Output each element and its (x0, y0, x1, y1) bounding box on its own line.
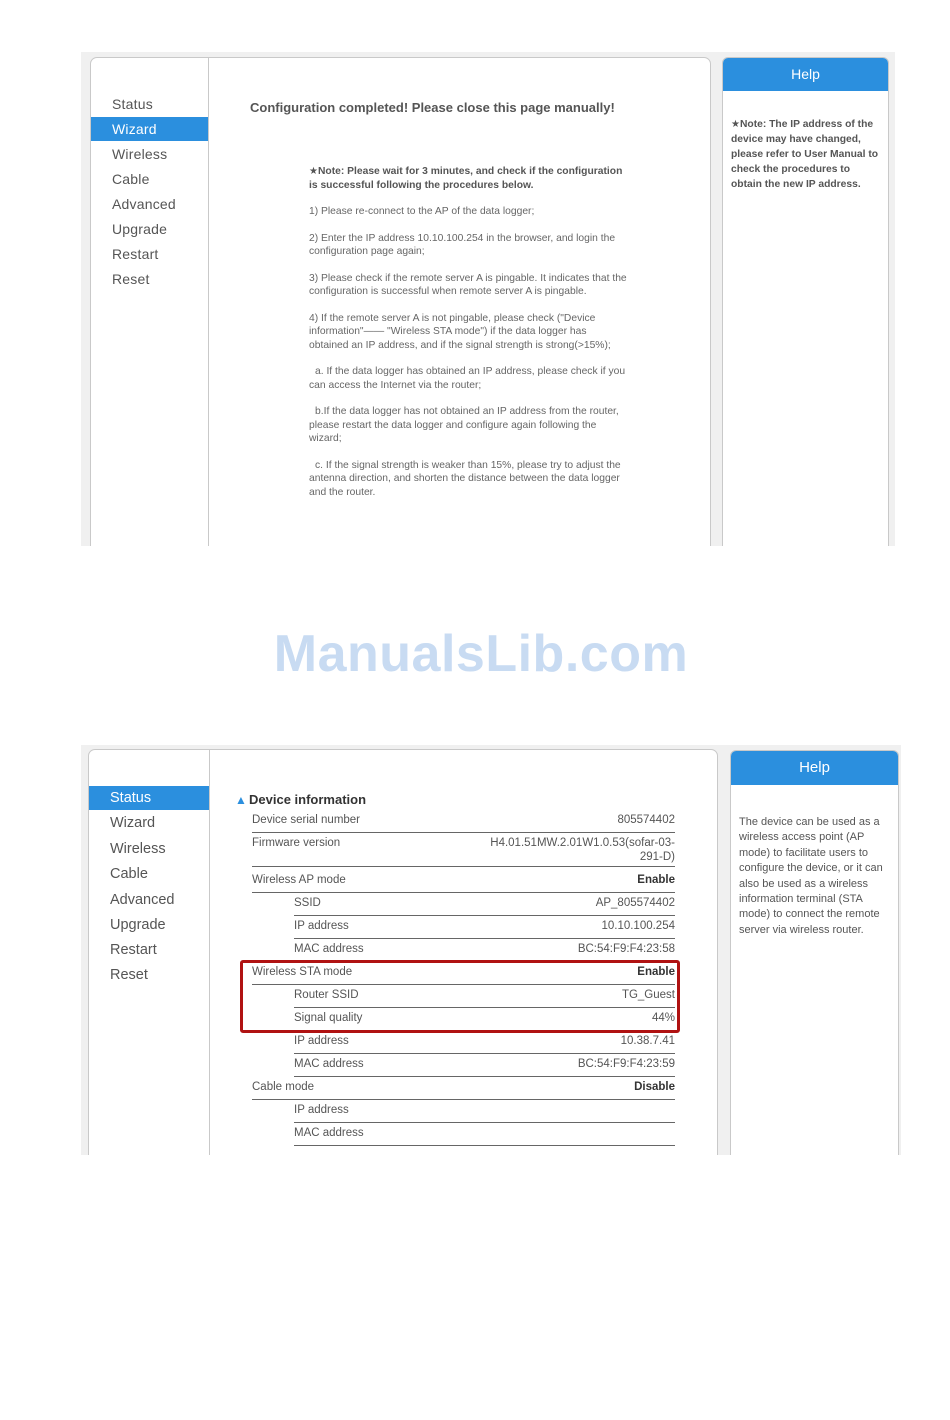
main-panel (90, 57, 711, 546)
row-ap-ip (294, 916, 675, 939)
sidebar-item-restart[interactable]: Restart (110, 942, 157, 958)
sidebar-item-wireless[interactable]: Wireless (110, 841, 166, 857)
step-4: 4) If the remote server A is not pingable, please check ("Device information"—— "Wireless STA mode") if the data logger has obtained an IP address, and if the signal strength is strong(>15%); (309, 312, 611, 351)
row-sta-mode (252, 962, 675, 985)
row-signal-quality (294, 1008, 675, 1031)
sidebar-item-wireless[interactable]: Wireless (112, 146, 168, 162)
row-value: H4.01.51MW.2.01W1.0.53(sofar-03-291-D) (490, 837, 675, 863)
row-device-serial (252, 810, 675, 833)
help-text (731, 117, 881, 192)
watermark: ManualsLib.com (273, 625, 689, 683)
row-value: 44% (651, 1012, 675, 1024)
sidebar-item-wizard[interactable]: Wizard (110, 815, 156, 831)
row-sta-mac (294, 1054, 675, 1077)
row-label: Router SSID (294, 989, 359, 1001)
sidebar-nav (91, 58, 209, 546)
star-icon: ★ (731, 119, 740, 130)
row-cable-mode (252, 1077, 675, 1100)
row-ap-mode (252, 870, 675, 893)
row-label: Device serial number (252, 814, 361, 826)
row-label: Wireless STA mode (252, 966, 353, 978)
row-label: MAC address (294, 943, 364, 955)
help-header: Help (723, 58, 888, 91)
device-info-header[interactable] (235, 792, 366, 807)
sidebar-item-advanced[interactable]: Advanced (112, 196, 176, 212)
help-panel (730, 750, 899, 1155)
row-firmware (252, 833, 675, 867)
sidebar-item-advanced[interactable]: Advanced (110, 892, 175, 908)
instructions (309, 165, 627, 512)
sidebar-item-reset[interactable]: Reset (112, 271, 150, 287)
step-1: 1) Please re-connect to the AP of the data logger; (309, 206, 535, 217)
help-text: The device can be used as a wireless access point (AP mode) to facilitate users to configure the device, or it can also be used as a wireless information terminal (STA mode) to connect the remote server via wireless router. (739, 816, 883, 936)
row-label: IP address (294, 1104, 349, 1116)
note-paragraph (309, 165, 627, 192)
sidebar-item-cable[interactable]: Cable (110, 866, 148, 882)
sidebar-item-status[interactable]: Status (112, 96, 153, 112)
row-label: Wireless AP mode (252, 874, 346, 886)
main-panel (88, 749, 718, 1155)
row-value: 10.38.7.41 (620, 1035, 675, 1047)
chevron-up-icon: ▲ (235, 793, 247, 807)
row-label: MAC address (294, 1127, 364, 1139)
sidebar-item-status[interactable]: Status (89, 786, 209, 810)
wizard-complete-screenshot (81, 52, 895, 546)
content-area (209, 58, 710, 546)
row-ap-mac (294, 939, 675, 962)
row-label: Firmware version (252, 837, 341, 849)
row-label: IP address (294, 920, 349, 932)
row-value: Enable (637, 966, 675, 978)
row-value: BC:54:F9:F4:23:58 (577, 943, 675, 955)
step-2: 2) Enter the IP address 10.10.100.254 in the browser, and login the configuration page again; (309, 232, 616, 257)
row-value: 805574402 (617, 814, 675, 826)
sidebar-nav (89, 750, 210, 1155)
sidebar-item-cable[interactable]: Cable (112, 171, 150, 187)
row-value: AP_805574402 (595, 897, 675, 909)
row-value: TG_Guest (621, 989, 675, 1001)
row-label: Cable mode (252, 1081, 315, 1093)
row-cable-mac (294, 1123, 675, 1146)
sidebar-item-reset[interactable]: Reset (110, 967, 148, 983)
page-title: Configuration completed! Please close this page manually! (250, 100, 615, 115)
sidebar-item-upgrade[interactable]: Upgrade (110, 917, 166, 933)
step-4a: a. If the data logger has obtained an IP address, please check if you can access the Internet via the router; (309, 366, 626, 391)
help-note: Note: The IP address of the device may have changed, please refer to User Manual to check the procedures to obtain the new IP address. (731, 119, 879, 190)
sidebar-item-restart[interactable]: Restart (112, 246, 159, 262)
star-icon: ★ (309, 166, 318, 177)
step-3: 3) Please check if the remote server A is pingable. It indicates that the configuration is successful when remote server A is pingable. (309, 272, 627, 297)
row-sta-ip (294, 1031, 675, 1054)
row-value: 10.10.100.254 (601, 920, 675, 932)
sidebar-item-upgrade[interactable]: Upgrade (112, 221, 168, 237)
help-header: Help (731, 751, 898, 785)
row-label: SSID (294, 897, 321, 909)
note-text: Note: Please wait for 3 minutes, and check if the configuration is successful following the procedures below. (309, 166, 623, 191)
step-4b: b.If the data logger has not obtained an IP address from the router, please restart the data logger and configure again following the wizard; (309, 406, 619, 444)
row-cable-ip (294, 1100, 675, 1123)
row-ap-ssid (294, 893, 675, 916)
step-4c: c. If the signal strength is weaker than 15%, please try to adjust the antenna direction, and shorten the distance between the data logger and the router. (309, 459, 621, 498)
row-label: MAC address (294, 1058, 364, 1070)
row-label: Signal quality (294, 1012, 363, 1024)
content-area (210, 750, 717, 1155)
row-router-ssid (294, 985, 675, 1008)
sidebar-item-wizard[interactable]: Wizard (91, 117, 208, 141)
row-value: BC:54:F9:F4:23:59 (577, 1058, 675, 1070)
row-label: IP address (294, 1035, 349, 1047)
help-panel (722, 57, 889, 546)
status-screenshot (81, 745, 901, 1155)
row-value: Disable (634, 1081, 675, 1093)
row-value: Enable (637, 874, 675, 886)
section-title: Device information (249, 792, 367, 807)
